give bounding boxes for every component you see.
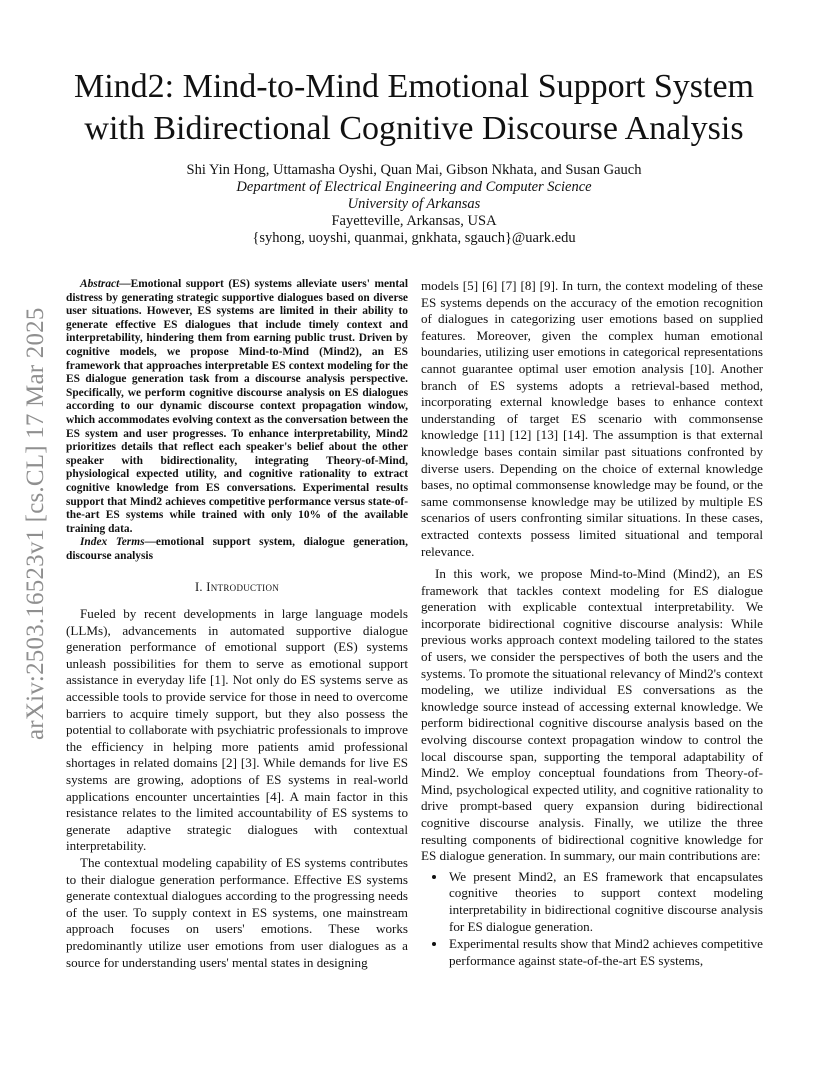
intro-paragraph-3: In this work, we propose Mind-to-Mind (Mind2), an ES framework that tackles context modeling for ES dialogue generation with explicable contextual interpretability. We incorporate bidirectional cognitive discourse analysis: While previous works approach context modeling tailored to the states of users, we consider the perspectives of both the users and the systems. To promote the situational relevancy of Mind2's context modeling, we utilize individual ES conversations as the knowledge source instead of accessing external knowledge. We perform bidirectional cognitive discourse analysis based on the evolving discourse context propagation window to control the local discourse span, supporting the temporal adaptability of Mind2. We employ conceptual foundations from Theory-of-Mind, psychological expected utility, and cognitive rationality to drive prompt-based query expansion during bidirectional cognitive discourse analysis. Finally, we utilize the three resulting components of bidirectional cognitive knowledge for ES dialogue generation. In summary, our main contributions are:	[421, 566, 763, 864]
left-column	[66, 278, 408, 971]
abstract-label: Abstract	[80, 278, 120, 290]
section-heading-introduction	[66, 579, 408, 596]
right-column	[421, 278, 763, 970]
author-university: University of Arkansas	[347, 196, 481, 212]
abstract	[66, 278, 408, 536]
index-terms-label: Index Terms	[80, 536, 145, 549]
list-item: • Experimental results show that Mind2 achieves competitive performance against state-of-the-art ES systems,	[447, 936, 763, 969]
index-terms	[66, 536, 408, 563]
author-block	[60, 162, 768, 247]
index-terms-text: —emotional support system, dialogue generation, discourse analysis	[66, 536, 408, 562]
author-department: Department of Electrical Engineering and Computer Science	[236, 179, 592, 195]
author-emails: {syhong, uoyshi, quanmai, gnkhata, sgauch}@uark.edu	[252, 230, 576, 246]
list-item: • We present Mind2, an ES framework that encapsulates cognitive theories to support context modeling interpretability in bidirectional cognitive discourse analysis for ES dialogue generation.	[447, 869, 763, 935]
intro-paragraph-2-continued: models [5] [6] [7] [8] [9]. In turn, the context modeling of these ES systems depends on the accuracy of the emotion recognition of dialogues in categorizing user emotions based on supplied features. Moreover, given the complex human emotional boundaries, utilizing user emotions in categorical representations cannot guarantee optimal user emotion analysis [10]. Another branch of ES systems adopts a retrieval-based method, incorporating external knowledge bases to enhance context understanding of target ES scenario with commonsense knowledge [11] [12] [13] [14]. The assumption is that external knowledge bases contain similar past situations confronted by diverse users. Depending on the choice of external knowledge bases, no optimal commonsense knowledge may be found, or the same commonsense knowledge may be utilized by multiple ES scenarios of users confronting similar situations. In these cases, extracted contexts possess limited situational and temporal relevance.	[421, 278, 763, 559]
intro-paragraph-2: The contextual modeling capability of ES systems contributes to their dialogue generation performance. Effective ES systems generate contextual dialogues according to the progressing needs of the user. To supply context in ES systems, one mainstream approach focuses on users' emotions. These works predominantly utilize user emotions from user dialogues as a source for understanding users' mental states in designing	[66, 854, 408, 970]
abstract-text: —Emotional support (ES) systems alleviate users' mental distress by generating strategic supportive dialogues based on diverse user situations. However, ES systems are limited in their ability to generate effective ES dialogues that include timely context and interpretability, hindering them from earning public trust. Driven by cognitive models, we propose Mind-to-Mind (Mind2), an ES framework that approaches interpretable ES context modeling for the ES dialogue generation task from a discourse analysis perspective. Specifically, we perform cognitive discourse analysis on ES dialogues according to our dynamic discourse context propagation window, which accommodates evolving context as the conversation between the ES system and user progresses. To enhance interpretability, Mind2 prioritizes details that reflect each speaker's belief about the other speaker with bidirectionality, integrating Theory-of-Mind, physiological expected utility, and cognitive rationality to extract cognitive knowledge from ES conversations. Experimental results support that Mind2 achieves competitive performance versus state-of-the-art ES systems while trained with only 10% of the available training data.	[66, 278, 408, 535]
paper-title: Mind2: Mind-to-Mind Emotional Support System with Bidirectional Cognitive Discourse Analysis	[73, 68, 755, 147]
section-number: I.	[194, 580, 203, 595]
section-title: Introduction	[206, 580, 280, 595]
intro-paragraph-1: Fueled by recent developments in large language models (LLMs), advancements in automated supportive dialogue generation performance of emotional support (ES) systems unleash possibilities for them to serve as emotional support assistance in everyday life [1]. Not only do ES systems serve as accessible tools to provide service for those in need to overcome barriers to acquire timely support, but they also possess the potential to collaborate with psychiatric professionals to improve the efficiency in helping more patients amid professional shortages in related domains [2] [3]. While demands for live ES systems are growing, adoptions of ES systems in real-world applications encounter uncertainties [4]. A main factor in this resistance relates to the limited accountability of ES systems to generate adaptive strategic dialogues with contextual interpretability.	[66, 606, 408, 854]
author-names: Shi Yin Hong, Uttamasha Oyshi, Quan Mai, Gibson Nkhata, and Susan Gauch	[186, 162, 642, 178]
arxiv-identifier: arXiv:2503.16523v1 [cs.CL] 17 Mar 2025	[22, 307, 49, 740]
contributions-list	[421, 869, 763, 970]
author-location: Fayetteville, Arkansas, USA	[331, 213, 497, 229]
